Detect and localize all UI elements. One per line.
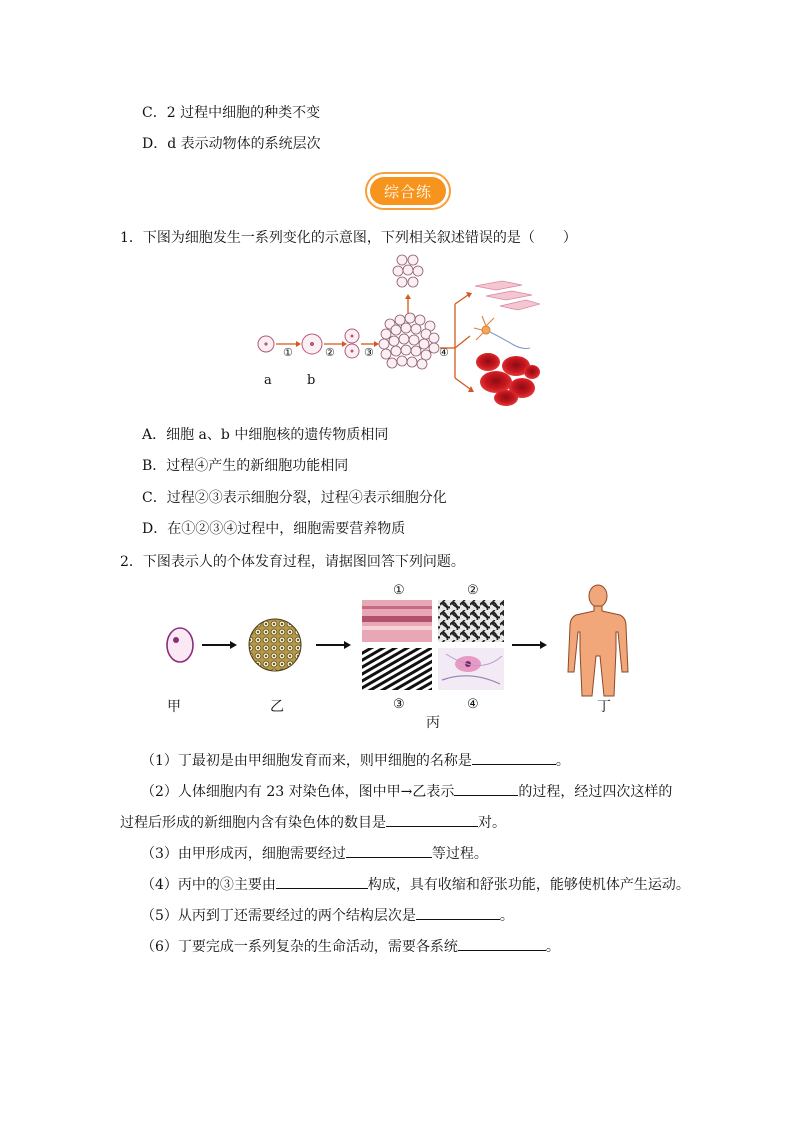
q1-label-a: a [264,373,272,388]
q1-step1-label: ① [283,346,293,359]
tissue-3-label: ③ [393,697,405,712]
q1-step4-label: ④ [439,346,449,359]
q2-sub6-end: 。 [545,939,560,955]
answer-blank-6[interactable] [416,905,500,920]
q2-sub5 [141,905,514,925]
fertilized-egg-icon [167,628,193,662]
two-cells-icon [345,329,359,358]
muscle-cells-icon [475,281,540,310]
q2-sub5-text: （5）从丙到丁还需要经过的两个结构层次是 [141,908,416,924]
q2-sub4 [141,874,690,894]
q2-sub2 [141,781,672,801]
prev-option-d: D．d 表示动物体的系统层次 [142,136,321,152]
stage-jia-label: 甲 [167,699,181,715]
q2-sub2-text-b: 的过程，经过四次这样的 [518,784,673,800]
answer-blank-2[interactable] [454,781,518,796]
q2-sub6 [141,936,560,956]
answer-blank-3[interactable] [386,812,478,827]
q2-sub3-end: 等过程。 [431,846,488,862]
q2-sub2-cont [120,812,506,832]
q2-sub4-text: （4）丙中的③主要由 [141,877,276,893]
q1-option-b: B．过程④产生的新细胞功能相同 [142,458,349,474]
tissue-1-label: ① [393,583,405,598]
neuron-icon [474,316,530,349]
q2-sub3 [141,843,488,863]
red-blood-cells-icon [476,353,540,406]
q2-sub3-text: （3）由甲形成丙，细胞需要经过 [141,846,346,862]
stage-yi-label: 乙 [270,699,284,715]
human-body-icon [568,585,628,696]
muscle-tissue-icon [362,648,432,690]
cell-group-top-icon [393,255,423,287]
cell-b-icon [302,334,322,354]
nerve-tissue-icon [438,600,504,642]
epithelial-tissue-icon [362,600,432,642]
q2-sub2-text-c: 过程后形成的新细胞内含有染色体的数目是 [120,815,386,831]
q2-sub2-text: （2）人体细胞内有 23 对染色体，图中甲→乙表示 [141,784,455,800]
q1-option-d: D．在①②③④过程中，细胞需要营养物质 [142,521,406,537]
section-badge-label: 综合练 [370,177,446,205]
q1-step3-label: ③ [364,346,374,359]
connective-tissue-icon [438,648,504,690]
q1-stem: 1．下图为细胞发生一系列变化的示意图，下列相关叙述错误的是（ ） [120,230,577,246]
stage-bing-label: 丙 [426,715,440,731]
q2-sub1-text: （1）丁最初是由甲细胞发育而来，则甲细胞的名称是 [141,753,472,769]
q2-sub1-end: 。 [555,753,570,769]
answer-blank-5[interactable] [276,874,368,889]
q2-sub6-text: （6）丁要完成一系列复杂的生命活动，需要各系统 [141,939,458,955]
q2-sub4-end: 构成，具有收缩和舒张功能，能够使机体产生运动。 [367,877,690,893]
q1-option-c: C．过程②③表示细胞分裂，过程④表示细胞分化 [142,490,447,506]
q1-step2-label: ② [325,346,335,359]
answer-blank-4[interactable] [346,843,432,858]
cell-a-icon [258,336,274,352]
q1-option-a: A．细胞 a、b 中细胞核的遗传物质相同 [142,427,389,443]
cell-cluster-icon [379,313,439,369]
stage-ding-label: 丁 [597,699,611,715]
q1-cell-diagram [250,252,540,412]
q2-stem: 2．下图表示人的个体发育过程，请据图回答下列问题。 [120,554,465,570]
answer-blank-7[interactable] [458,936,546,951]
embryo-icon [249,619,301,671]
q2-sub1 [141,750,570,770]
q2-sub2-end: 对。 [478,815,506,831]
answer-blank-1[interactable] [472,750,556,765]
q2-sub5-end: 。 [499,908,514,924]
tissue-2-label: ② [467,583,479,598]
section-badge [365,172,451,210]
q1-label-b: b [307,373,316,388]
prev-option-c: C．2 过程中细胞的种类不变 [142,105,321,121]
tissue-4-label: ④ [467,697,479,712]
